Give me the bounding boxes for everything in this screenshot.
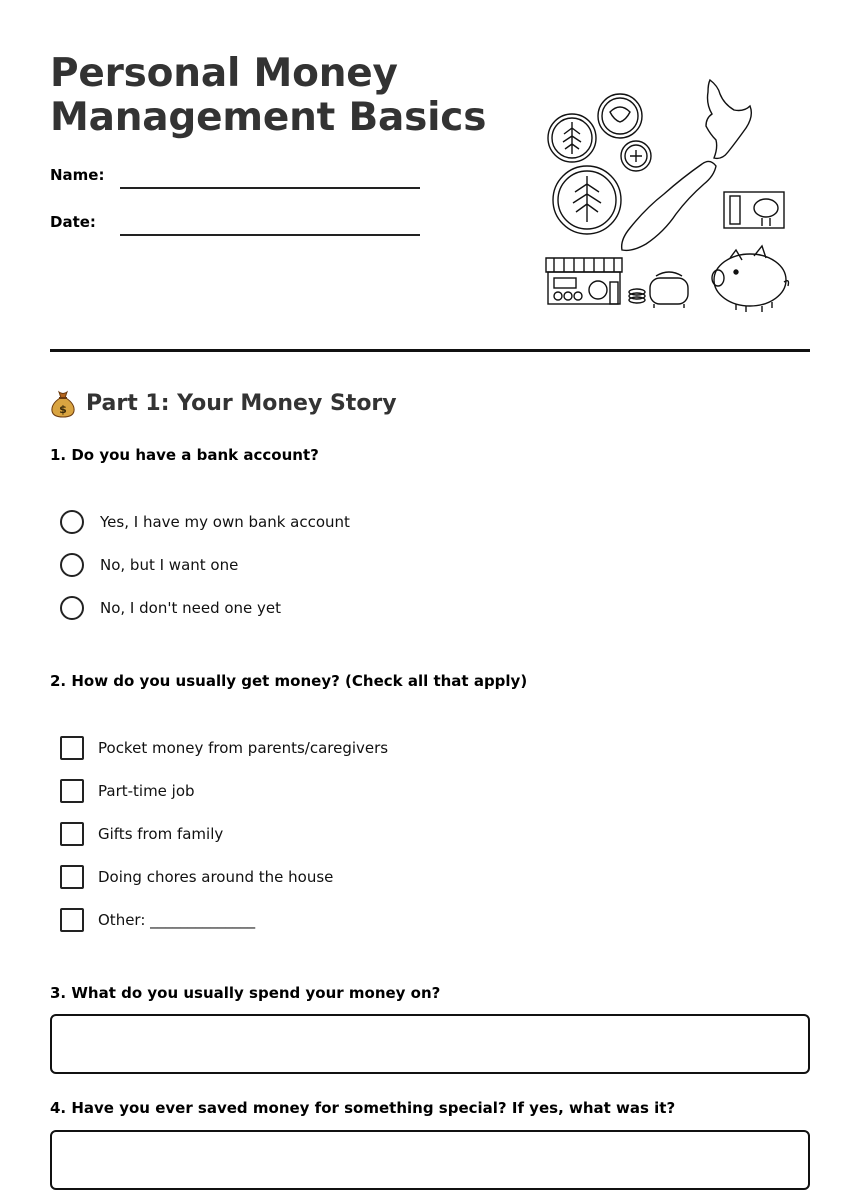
section-divider [50, 349, 810, 352]
checkbox[interactable] [60, 779, 84, 803]
radio-button[interactable] [60, 596, 84, 620]
q2-option-1[interactable] [60, 735, 388, 761]
radio-button[interactable] [60, 510, 84, 534]
option-label: Yes, I have my own bank account [100, 513, 350, 531]
checkbox[interactable] [60, 822, 84, 846]
checkbox[interactable] [60, 865, 84, 889]
page-title [50, 52, 486, 140]
shop-icon [546, 258, 622, 304]
coin-icon [621, 141, 651, 171]
svg-text:$: $ [59, 403, 67, 416]
name-field[interactable] [120, 187, 420, 189]
name-label: Name: [50, 166, 105, 184]
part1-title-text: Part 1: Your Money Story [86, 390, 397, 416]
title-line-1: Personal Money [50, 51, 398, 96]
option-label: Part-time job [98, 782, 195, 800]
q2-option-4[interactable] [60, 864, 333, 890]
money-illustration [540, 72, 800, 317]
wallet-icon [629, 272, 688, 308]
piggy-bank-icon [712, 246, 789, 312]
question-1: 1. Do you have a bank account? [50, 446, 319, 464]
option-label: No, I don't need one yet [100, 599, 282, 617]
fern-coin-icon [548, 114, 596, 162]
date-label: Date: [50, 213, 96, 231]
date-field[interactable] [120, 234, 420, 236]
option-label: No, but I want one [100, 556, 239, 574]
checkbox[interactable] [60, 736, 84, 760]
q1-option-1[interactable] [60, 509, 350, 535]
question-2: 2. How do you usually get money? (Check all that apply) [50, 672, 528, 690]
fern-coin-icon [553, 166, 621, 234]
title-line-2: Management Basics [50, 95, 487, 140]
question-3: 3. What do you usually spend your money on? [50, 984, 441, 1002]
question-4: 4. Have you ever saved money for something special? If yes, what was it? [50, 1099, 676, 1117]
checkbox[interactable] [60, 908, 84, 932]
coin-icon [598, 94, 642, 138]
q2-option-2[interactable] [60, 778, 195, 804]
option-label: Gifts from family [98, 825, 224, 843]
option-label: Doing chores around the house [98, 868, 334, 886]
q3-answer-box[interactable] [50, 1014, 810, 1074]
option-label: Other: ______________ [98, 911, 256, 929]
radio-button[interactable] [60, 553, 84, 577]
banknote-icon [724, 192, 784, 228]
q2-option-5[interactable] [60, 907, 255, 933]
q4-answer-box[interactable] [50, 1130, 810, 1190]
q1-option-2[interactable] [60, 552, 238, 578]
money-bag-icon [50, 388, 76, 418]
part1-title [50, 388, 397, 418]
option-label: Pocket money from parents/caregivers [98, 739, 389, 757]
q1-option-3[interactable] [60, 595, 281, 621]
q2-option-3[interactable] [60, 821, 223, 847]
